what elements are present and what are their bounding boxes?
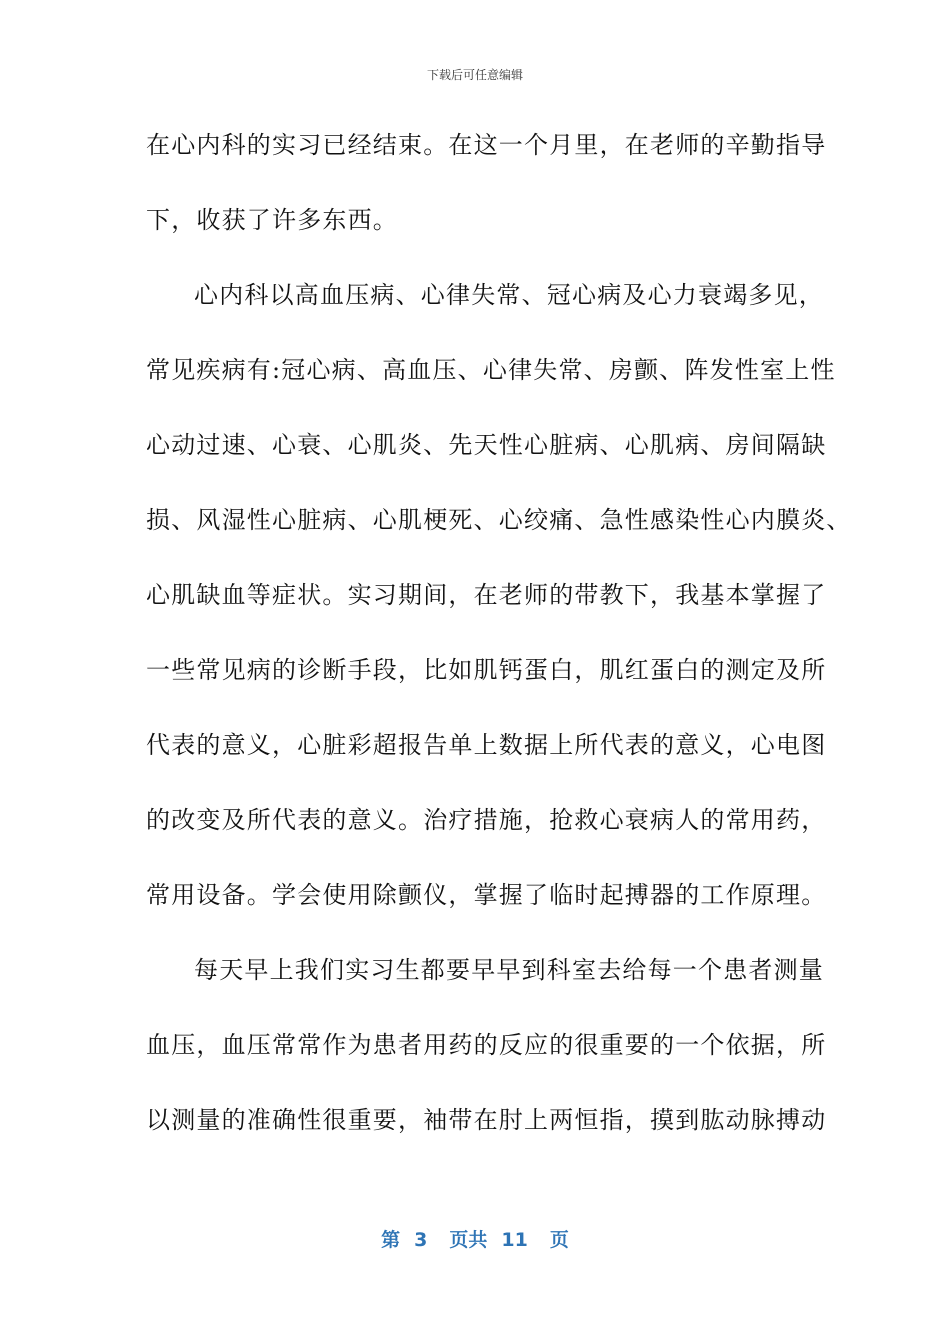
body-line: 心动过速、心衰、心肌炎、先天性心脏病、心肌病、房间隔缺	[146, 431, 827, 459]
footer-prefix: 第	[381, 1229, 401, 1251]
body-line: 以测量的准确性很重要，袖带在肘上两恒指，摸到肱动脉搏动	[146, 1106, 827, 1134]
body-line: 心内科以高血压病、心律失常、冠心病及心力衰竭多见，	[194, 281, 824, 309]
body-line: 的改变及所代表的意义。治疗措施，抢救心衰病人的常用药，	[146, 806, 827, 834]
body-line: 常用设备。学会使用除颤仪，掌握了临时起搏器的工作原理。	[146, 881, 827, 909]
body-line: 下，收获了许多东西。	[146, 206, 398, 234]
footer-page-number: 3	[414, 1229, 428, 1251]
page-footer	[0, 1225, 950, 1252]
body-line: 每天早上我们实习生都要早早到科室去给每一个患者测量	[194, 956, 824, 984]
page-header: 下载后可任意编辑	[426, 68, 523, 82]
footer-middle: 页共	[449, 1229, 488, 1251]
body-line: 在心内科的实习已经结束。在这一个月里，在老师的辛勤指导	[146, 131, 827, 159]
footer-total-pages: 11	[501, 1229, 528, 1251]
body-line: 代表的意义，心脏彩超报告单上数据上所代表的意义，心电图	[146, 731, 827, 759]
body-line: 血压，血压常常作为患者用药的反应的很重要的一个依据，所	[146, 1031, 827, 1059]
body-line: 一些常见病的诊断手段，比如肌钙蛋白，肌红蛋白的测定及所	[146, 656, 827, 684]
body-line: 损、风湿性心脏病、心肌梗死、心绞痛、急性感染性心内膜炎、	[146, 506, 852, 534]
body-line: 常见疾病有:冠心病、高血压、心律失常、房颤、阵发性室上性	[146, 356, 836, 384]
footer-suffix: 页	[549, 1229, 569, 1251]
body-line: 心肌缺血等症状。实习期间，在老师的带教下，我基本掌握了	[146, 581, 827, 609]
